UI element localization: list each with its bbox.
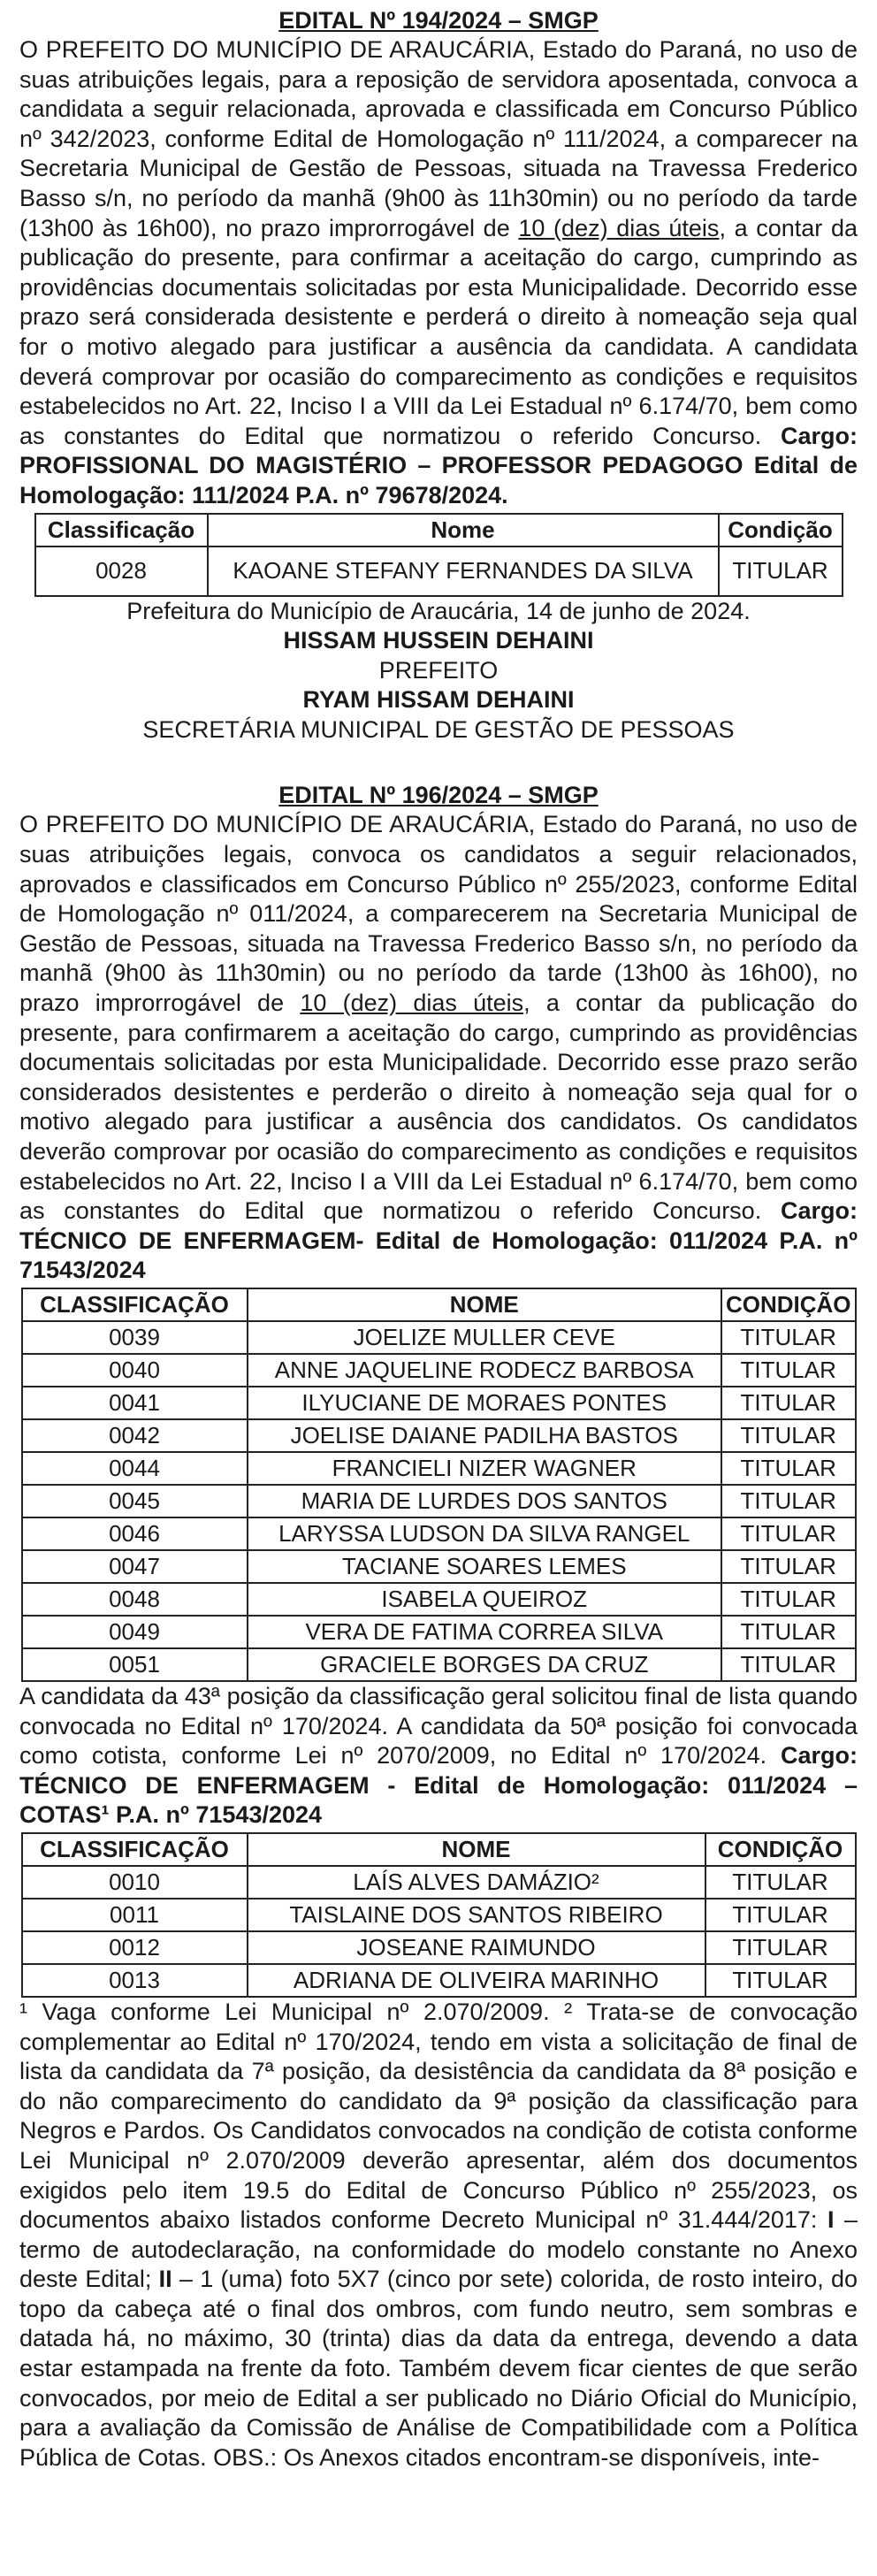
edital-196-footnote (19, 1998, 858, 2473)
table-row (22, 1866, 856, 1899)
cell-condicao: TITULAR (721, 1354, 856, 1387)
cell-classificacao: 0012 (22, 1931, 248, 1964)
cell-nome: MARIA DE LURDES DOS SANTOS (248, 1485, 721, 1517)
edital-194-body (19, 35, 858, 511)
table-row (22, 1517, 856, 1550)
cell-nome: TACIANE SOARES LEMES (248, 1550, 721, 1583)
signer-1-name: HISSAM HUSSEIN DEHAINI (283, 627, 594, 654)
column-header-condicao: CONDIÇÃO (721, 1288, 856, 1321)
table-header-row (35, 514, 843, 547)
column-header-nome: NOME (248, 1288, 721, 1321)
signer-2-role: SECRETÁRIA MUNICIPAL DE GESTÃO DE PESSOAS (142, 715, 735, 743)
edital-194-cargo: Cargo: PROFISSIONAL DO MAGISTÉRIO – PROFESSOR PEDAGOGO Edital de Homologação: 111/2024 P.A. nº 79678/2024. (19, 422, 858, 508)
cell-condicao: TITULAR (721, 1616, 856, 1648)
cell-condicao: TITULAR (705, 1964, 856, 1997)
table-row (22, 1550, 856, 1583)
edital-196-table-1 (21, 1288, 857, 1682)
edital-196-body (19, 810, 858, 1286)
cell-classificacao: 0011 (22, 1899, 248, 1931)
cell-nome: KAOANE STEFANY FERNANDES DA SILVA (208, 547, 719, 596)
edital-196-body-part1: O PREFEITO DO MUNICÍPIO DE ARAUCÁRIA, Estado do Paraná, no uso de suas atribuições legais, convoca os candidatos a seguir relacionados, aprovados e classificados em Concurso Público nº 255/2023, conforme Edital de Homologação nº 011/2024, a comparecerem na Secretaria Municipal de Gestão de Pessoas, situada na Travessa Frederico Basso s/n, no período da manhã (9h00 às 11h30min) ou no período da tarde (13h00 às 16h00), no prazo improrrogável de (19, 811, 858, 1017)
cell-classificacao: 0048 (22, 1583, 248, 1616)
edital-196-section (19, 780, 858, 2473)
edital-194-table (34, 513, 843, 597)
footnote-item-i-text: – termo de autodeclaração, na conformidade do modelo constante no Anexo deste Edital; (19, 2206, 858, 2293)
table-row (22, 1321, 856, 1354)
cell-condicao: TITULAR (721, 1452, 856, 1485)
column-header-nome: Nome (208, 514, 719, 547)
column-header-classificacao: CLASSIFICAÇÃO (22, 1833, 248, 1866)
cell-nome: GRACIELE BORGES DA CRUZ (248, 1648, 721, 1681)
cell-classificacao: 0044 (22, 1452, 248, 1485)
cell-nome: FRANCIELI NIZER WAGNER (248, 1452, 721, 1485)
table-row (22, 1583, 856, 1616)
cell-nome: ANNE JAQUELINE RODECZ BARBOSA (248, 1354, 721, 1387)
table-row (22, 1387, 856, 1419)
cell-classificacao: 0039 (22, 1321, 248, 1354)
edital-194-body-part2: , a contar da publicação do presente, para confirmar a aceitação do cargo, cumprindo as providências documentais solicitadas por esta Municipalidade. Decorrido esse prazo será considerada desistente e perderá o direito à nomeação seja qual for o motivo alegado para justificar a ausência da candidata. A candidata deverá comprovar por ocasião do comparecimento as condições e requisitos estabelecidos no Art. 22, Inciso I a VIII da Lei Estadual nº 6.174/70, bem como as constantes do Edital que normatizou o referido Concurso. (19, 214, 858, 449)
place-date: Prefeitura do Município de Araucária, 14 de junho de 2024. (126, 597, 751, 624)
footnote-item-i-label: I (827, 2206, 835, 2234)
signer-1-role: PREFEITO (378, 656, 499, 684)
table-row (22, 1648, 856, 1681)
cell-nome: ADRIANA DE OLIVEIRA MARINHO (248, 1964, 705, 1997)
cell-classificacao: 0041 (22, 1387, 248, 1419)
cell-condicao: TITULAR (721, 1517, 856, 1550)
cell-condicao: TITULAR (721, 1550, 856, 1583)
cell-condicao: TITULAR (721, 1419, 856, 1452)
edital-194-body-part1: O PREFEITO DO MUNICÍPIO DE ARAUCÁRIA, Estado do Paraná, no uso de suas atribuições legais, para a reposição de servidora aposentada, convoca a candidata a seguir relacionada, aprovada e classificada em Concurso Público nº 342/2023, conforme Edital de Homologação nº 111/2024, a comparecer na Secretaria Municipal de Gestão de Pessoas, situada na Travessa Frederico Basso s/n, no período da manhã (9h00 às 11h30min) ou no período da tarde (13h00 às 16h00), no prazo improrrogável de (19, 36, 858, 241)
table-row (22, 1616, 856, 1648)
cell-condicao: TITULAR (721, 1387, 856, 1419)
cell-condicao: TITULAR (719, 547, 843, 596)
column-header-classificacao: CLASSIFICAÇÃO (22, 1288, 248, 1321)
edital-194-section (19, 5, 858, 745)
column-header-condicao: Condição (719, 514, 843, 547)
cell-nome: ISABELA QUEIROZ (248, 1583, 721, 1616)
cell-nome: LAÍS ALVES DAMÁZIO² (248, 1866, 705, 1899)
cell-nome: JOELIZE MULLER CEVE (248, 1321, 721, 1354)
cell-nome: ILYUCIANE DE MORAES PONTES (248, 1387, 721, 1419)
table-header-row (22, 1288, 856, 1321)
edital-196-cargo-2: Cargo: TÉCNICO DE ENFERMAGEM - Edital de Homologação: 011/2024 – COTAS¹ P.A. nº 71543/2024 (19, 1742, 858, 1829)
cell-classificacao: 0010 (22, 1866, 248, 1899)
table-row (22, 1419, 856, 1452)
cell-classificacao: 0047 (22, 1550, 248, 1583)
column-header-nome: NOME (248, 1833, 705, 1866)
table-row (22, 1354, 856, 1387)
cell-nome: JOELISE DAIANE PADILHA BASTOS (248, 1419, 721, 1452)
column-header-condicao: CONDIÇÃO (705, 1833, 856, 1866)
cell-condicao: TITULAR (721, 1485, 856, 1517)
edital-196-cargo-1: Cargo: TÉCNICO DE ENFERMAGEM- Edital de Homologação: 011/2024 P.A. nº 71543/2024 (19, 1197, 858, 1284)
cell-classificacao: 0046 (22, 1517, 248, 1550)
footnote-item-ii-text: – 1 (uma) foto 5X7 (cinco por sete) colorida, de rosto inteiro, do topo da cabeça até o final dos ombros, com fundo neutro, sem sombras e datada há, no máximo, 30 (trinta) dias da data da entrega, devendo a data estar estampada na frente da foto. Também devem ficar cientes de que serão convocados, por meio de Edital a ser publicado no Diário Oficial do Município, para a avaliação da Comissão de Análise de Compatibilidade com a Política Pública de Cotas. OBS.: Os Anexos citados encontram-se disponíveis, inte- (19, 2266, 858, 2471)
table-row (22, 1452, 856, 1485)
cell-classificacao: 0051 (22, 1648, 248, 1681)
cell-classificacao: 0013 (22, 1964, 248, 1997)
signer-2-name: RYAM HISSAM DEHAINI (302, 686, 575, 714)
table-row (35, 547, 843, 596)
column-header-classificacao: Classificação (35, 514, 208, 547)
edital-196-deadline: 10 (dez) dias úteis (300, 990, 524, 1017)
cell-classificacao: 0049 (22, 1616, 248, 1648)
table-row (22, 1964, 856, 1997)
cell-condicao: TITULAR (705, 1866, 856, 1899)
edital-196-table-2 (21, 1832, 857, 1998)
cell-nome: TAISLAINE DOS SANTOS RIBEIRO (248, 1899, 705, 1931)
cell-nome: LARYSSA LUDSON DA SILVA RANGEL (248, 1517, 721, 1550)
cell-nome: VERA DE FATIMA CORREA SILVA (248, 1616, 721, 1648)
table-row (22, 1899, 856, 1931)
footnote-part1: ¹ Vaga conforme Lei Municipal nº 2.070/2009. ² Trata-se de convocação complementar ao Edital nº 170/2024, tendo em vista a solicitação de final de lista da candidata da 7ª posição, da desistência da candidata da 8ª posição e do não comparecimento do candidato da 9ª posição da classificação para Negros e Pardos. Os Candidatos convocados na condição de cotista conforme Lei Municipal nº 2.070/2009 deverão apresentar, além dos documentos exigidos pelo item 19.5 do Edital de Concurso Público nº 255/2023, os documentos abaixo listados conforme Decreto Municipal nº 31.444/2017: (19, 1998, 858, 2234)
cell-classificacao: 0045 (22, 1485, 248, 1517)
edital-194-title: EDITAL Nº 194/2024 – SMGP (278, 7, 599, 34)
cell-classificacao: 0028 (35, 547, 208, 596)
edital-196-note (19, 1682, 858, 1831)
table-row (22, 1485, 856, 1517)
section-gap (19, 745, 858, 780)
cell-classificacao: 0040 (22, 1354, 248, 1387)
footnote-item-ii-label: II (158, 2266, 172, 2293)
table-row (22, 1931, 856, 1964)
cell-condicao: TITULAR (705, 1931, 856, 1964)
edital-196-title: EDITAL Nº 196/2024 – SMGP (278, 782, 599, 809)
cell-condicao: TITULAR (705, 1899, 856, 1931)
cell-classificacao: 0042 (22, 1419, 248, 1452)
edital-194-deadline: 10 (dez) dias úteis (518, 214, 720, 241)
cell-nome: JOSEANE RAIMUNDO (248, 1931, 705, 1964)
cell-condicao: TITULAR (721, 1583, 856, 1616)
cell-condicao: TITULAR (721, 1648, 856, 1681)
edital-196-note-text: A candidata da 43ª posição da classificação geral solicitou final de lista quando convocada no Edital nº 170/2024. A candidata da 50ª posição foi convocada como cotista, conforme Lei nº 2070/2009, no Edital nº 170/2024. (19, 1682, 858, 1770)
edital-196-body-part2: , a contar da publicação do presente, para confirmarem a aceitação do cargo, cumprindo as providências documentais solicitadas por esta Municipalidade. Decorrido esse prazo serão considerados desistentes e perderão o direito à nomeação seja qual for o motivo alegado para justificar a ausência dos candidatos. Os candidatos deverão comprovar por ocasião do comparecimento as condições e requisitos estabelecidos no Art. 22, Inciso I a VIII da Lei Estadual nº 6.174/70, bem como as constantes do Edital que normatizou o referido Concurso. (19, 990, 858, 1225)
table-header-row (22, 1833, 856, 1866)
cell-condicao: TITULAR (721, 1321, 856, 1354)
